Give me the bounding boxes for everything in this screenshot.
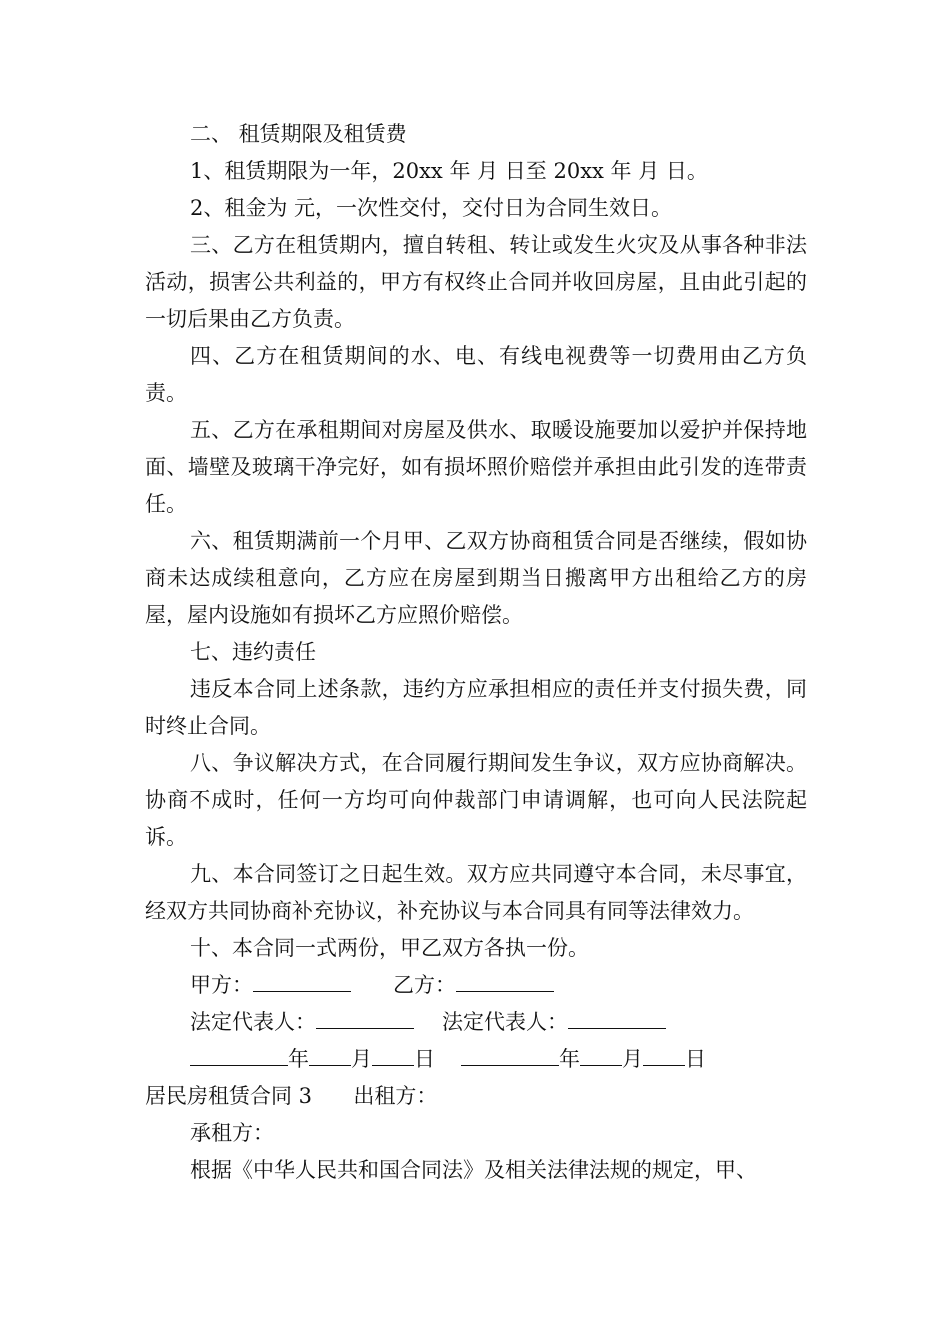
- section-5: 五、乙方在承租期间对房屋及供水、取暖设施要加以爱护并保持地面、墙壁及玻璃干净完好，如有损坏照价赔偿并承担由此引发的连带责任。: [145, 418, 807, 516]
- date-a-month: 月: [351, 1047, 372, 1071]
- date-a-day-blank: [372, 1044, 414, 1066]
- section-3: 三、乙方在租赁期内，擅自转租、转让或发生火灾及从事各种非法活动，损害公共利益的，甲方有权终止合同并收回房屋，且由此引起的一切后果由乙方负责。: [145, 233, 807, 331]
- rep-a-blank: [316, 1007, 414, 1029]
- lessor-label: 出租方：: [353, 1084, 438, 1108]
- party-b-label: 乙方：: [393, 973, 456, 997]
- date-a-month-blank: [309, 1044, 351, 1066]
- party-signature-row: [145, 967, 807, 1004]
- section-8: 八、争议解决方式，在合同履行期间发生争议，双方应协商解决。协商不成时，任何一方均可向仲裁部门申请调解，也可向人民法院起诉。: [145, 751, 807, 849]
- rep-b-blank: [568, 1007, 666, 1029]
- date-b-year-blank: [461, 1044, 559, 1066]
- date-b-year: 年: [559, 1047, 580, 1071]
- date-b-day-blank: [643, 1044, 685, 1066]
- section-7-title: 七、违约责任: [190, 640, 316, 664]
- date-b-day: 日: [685, 1047, 706, 1071]
- lessee-label: 承租方：: [190, 1121, 274, 1145]
- date-a-year: 年: [288, 1047, 309, 1071]
- section-2-item-2: 2、租金为 元，一次性交付，交付日为合同生效日。: [190, 196, 673, 220]
- date-b-month: 月: [622, 1047, 643, 1071]
- section-2-item-1: 1、租赁期限为一年，20xx 年 月 日至 20xx 年 月 日。: [190, 159, 708, 183]
- section-6: 六、租赁期满前一个月甲、乙双方协商租赁合同是否继续，假如协商未达成续租意向，乙方应在房屋到期当日搬离甲方出租给乙方的房屋，屋内设施如有损坏乙方应照价赔偿。: [145, 529, 807, 627]
- section-10: 十、本合同一式两份，甲乙双方各执一份。: [190, 936, 589, 960]
- section-2-title: 二、 租赁期限及租赁费: [190, 122, 407, 146]
- date-a-year-blank: [190, 1044, 288, 1066]
- document-page: [145, 116, 807, 1189]
- rep-a-label: 法定代表人：: [190, 1010, 316, 1034]
- next-contract-intro: 根据《中华人民共和国合同法》及相关法律法规的规定，甲、: [190, 1158, 757, 1182]
- representative-row: [145, 1004, 807, 1041]
- party-a-label: 甲方：: [190, 973, 253, 997]
- next-contract-heading: [145, 1078, 807, 1115]
- next-contract-title: 居民房租赁合同 3: [145, 1084, 313, 1108]
- party-b-blank: [456, 970, 554, 992]
- party-a-blank: [253, 970, 351, 992]
- section-9: 九、本合同签订之日起生效。双方应共同遵守本合同，未尽事宜，经双方共同协商补充协议，补充协议与本合同具有同等法律效力。: [145, 862, 807, 923]
- section-7-body: 违反本合同上述条款，违约方应承担相应的责任并支付损失费，同时终止合同。: [145, 677, 807, 738]
- section-4: 四、乙方在租赁期间的水、电、有线电视费等一切费用由乙方负责。: [145, 344, 807, 405]
- date-row: [145, 1041, 807, 1078]
- date-b-month-blank: [580, 1044, 622, 1066]
- date-a-day: 日: [414, 1047, 435, 1071]
- rep-b-label: 法定代表人：: [442, 1010, 568, 1034]
